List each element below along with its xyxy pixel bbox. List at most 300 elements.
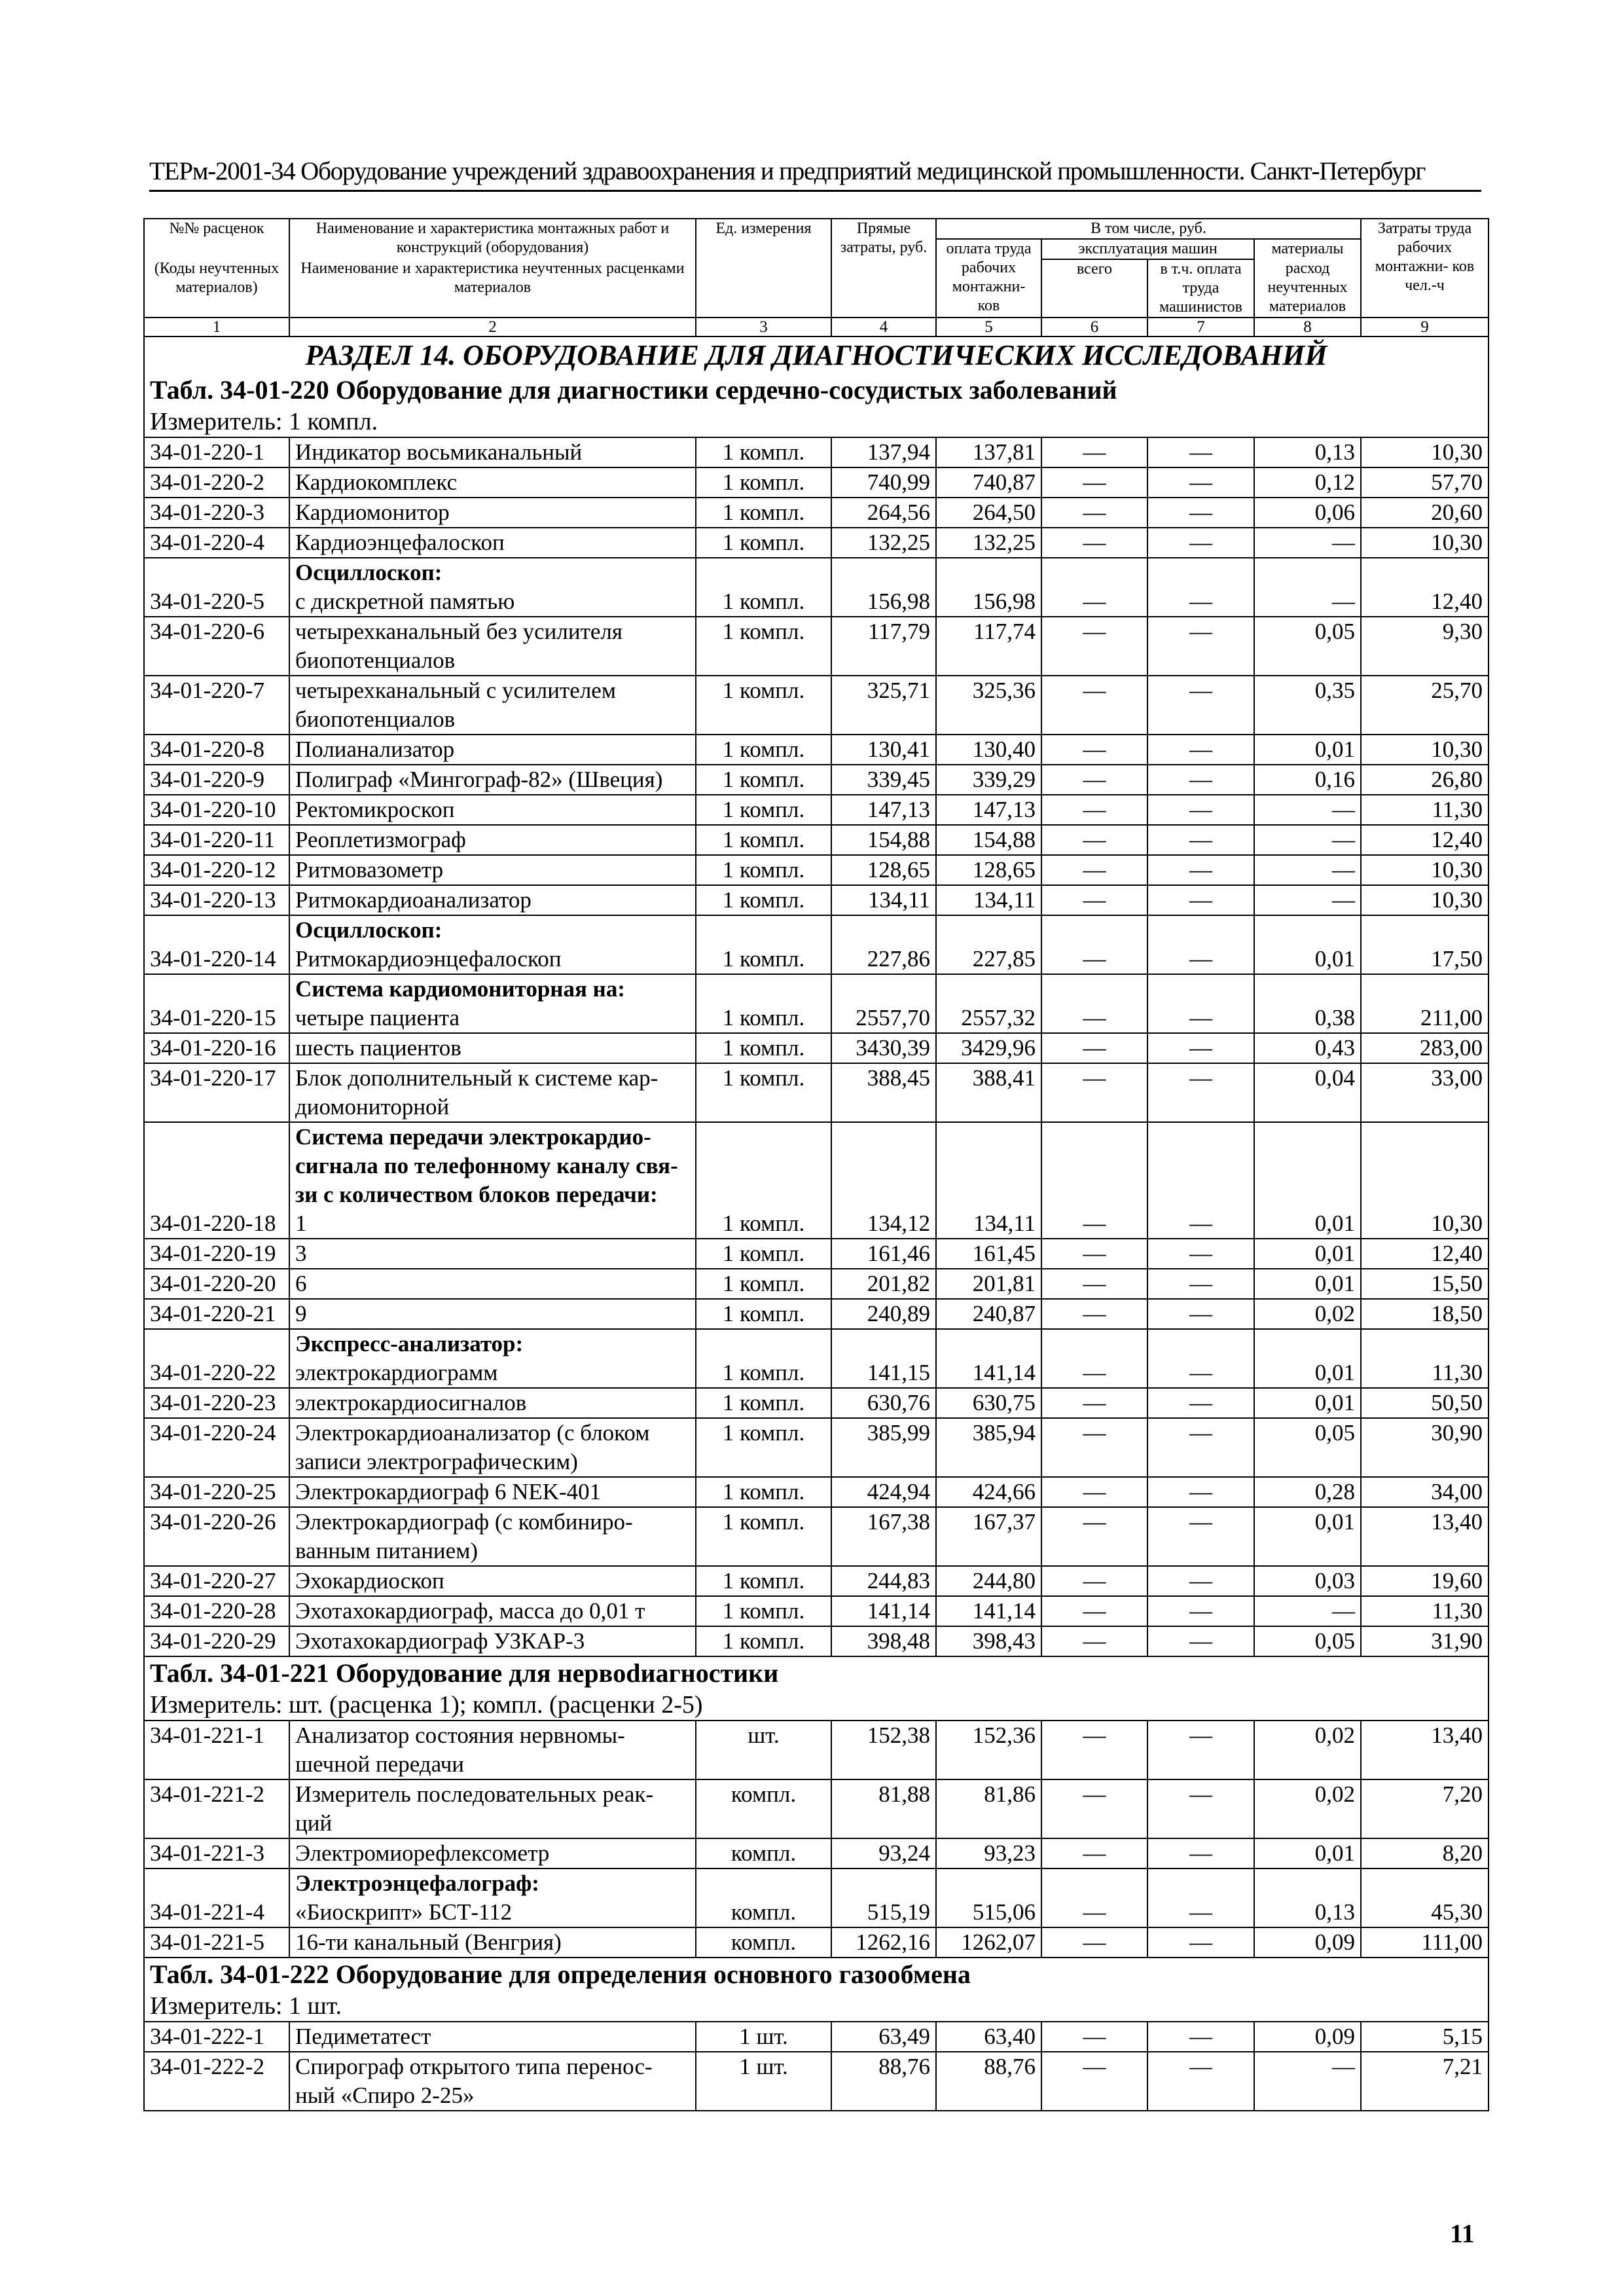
cell-wage: 2557,32 bbox=[936, 974, 1041, 1033]
cell-materials: 0,38 bbox=[1254, 974, 1361, 1033]
cell-code: 34-01-220-16 bbox=[144, 1033, 289, 1063]
cell-name: Измеритель последовательных реак-ций bbox=[289, 1779, 696, 1838]
cell-direct-cost: 325,71 bbox=[831, 676, 936, 735]
cell-machines-total: — bbox=[1041, 1477, 1147, 1507]
cell-materials: 0,01 bbox=[1254, 1269, 1361, 1299]
cell-wage: 130,40 bbox=[936, 735, 1041, 765]
table-row bbox=[144, 795, 1489, 825]
table-row bbox=[144, 1329, 1489, 1388]
cell-labor: 211,00 bbox=[1361, 974, 1489, 1033]
item-name: «Биоскрипт» БСТ-112 bbox=[295, 1899, 513, 1925]
cell-labor: 34,00 bbox=[1361, 1477, 1489, 1507]
cell-labor: 17,50 bbox=[1361, 915, 1489, 974]
table-title: Табл. 34-01-221 Оборудование для нервodиагностики bbox=[144, 1656, 1489, 1690]
cell-name: 6 bbox=[289, 1269, 696, 1299]
cell-unit: 1 компл. bbox=[696, 1063, 831, 1122]
cell-wage: 339,29 bbox=[936, 765, 1041, 795]
cell-name: Полиграф «Мингограф-82» (Швеция) bbox=[289, 765, 696, 795]
cell-materials: — bbox=[1254, 558, 1361, 617]
column-number: 8 bbox=[1254, 318, 1361, 337]
cell-machines-total: — bbox=[1041, 974, 1147, 1033]
cell-materials: 0,06 bbox=[1254, 498, 1361, 528]
cell-code: 34-01-220-11 bbox=[144, 825, 289, 855]
column-numbers-row bbox=[144, 318, 1489, 337]
cell-unit: 1 компл. bbox=[696, 676, 831, 735]
table-row bbox=[144, 676, 1489, 735]
column-number: 6 bbox=[1041, 318, 1147, 337]
cell-machines-wage: — bbox=[1147, 1122, 1254, 1239]
cell-labor: 7,21 bbox=[1361, 2052, 1489, 2111]
cell-name: шесть пациентов bbox=[289, 1033, 696, 1063]
cell-machines-wage: — bbox=[1147, 1477, 1254, 1507]
cell-direct-cost: 147,13 bbox=[831, 795, 936, 825]
cell-unit: 1 компл. bbox=[696, 795, 831, 825]
cell-machines-total: — bbox=[1041, 498, 1147, 528]
cell-machines-wage: — bbox=[1147, 1033, 1254, 1063]
cell-labor: 30,90 bbox=[1361, 1418, 1489, 1477]
cell-materials: 0,02 bbox=[1254, 1721, 1361, 1779]
cell-machines-total: — bbox=[1041, 1388, 1147, 1418]
cell-code: 34-01-220-17 bbox=[144, 1063, 289, 1122]
cell-direct-cost: 134,12 bbox=[831, 1122, 936, 1239]
cell-name: 16-ти канальный (Венгрия) bbox=[289, 1927, 696, 1958]
cell-wage: 93,23 bbox=[936, 1838, 1041, 1868]
cell-direct-cost: 117,79 bbox=[831, 617, 936, 676]
cell-machines-total: — bbox=[1041, 1779, 1147, 1838]
table-row bbox=[144, 1418, 1489, 1477]
cell-machines-total: — bbox=[1041, 1269, 1147, 1299]
cell-name: Анализатор состояния нервномы-шечной передачи bbox=[289, 1721, 696, 1779]
cell-unit: 1 компл. bbox=[696, 915, 831, 974]
cell-direct-cost: 81,88 bbox=[831, 1779, 936, 1838]
cell-wage: 385,94 bbox=[936, 1418, 1041, 1477]
cell-unit: 1 компл. bbox=[696, 1507, 831, 1566]
cell-materials: — bbox=[1254, 1596, 1361, 1626]
cell-code: 34-01-220-20 bbox=[144, 1269, 289, 1299]
cell-direct-cost: 88,76 bbox=[831, 2052, 936, 2111]
cell-code: 34-01-220-21 bbox=[144, 1299, 289, 1329]
cell-labor: 19,60 bbox=[1361, 1566, 1489, 1596]
cell-unit: 1 компл. bbox=[696, 825, 831, 855]
cell-unit: компл. bbox=[696, 1927, 831, 1958]
cell-unit: 1 шт. bbox=[696, 2022, 831, 2052]
cell-code: 34-01-220-7 bbox=[144, 676, 289, 735]
table-row bbox=[144, 735, 1489, 765]
cell-direct-cost: 3430,39 bbox=[831, 1033, 936, 1063]
cell-unit: 1 компл. bbox=[696, 617, 831, 676]
cell-machines-wage: — bbox=[1147, 1596, 1254, 1626]
cell-machines-total: — bbox=[1041, 825, 1147, 855]
cell-direct-cost: 63,49 bbox=[831, 2022, 936, 2052]
cell-code: 34-01-220-8 bbox=[144, 735, 289, 765]
table-row bbox=[144, 1122, 1489, 1239]
table-row bbox=[144, 2052, 1489, 2111]
cell-machines-total: — bbox=[1041, 765, 1147, 795]
cell-labor: 5,15 bbox=[1361, 2022, 1489, 2052]
table-title: Табл. 34-01-220 Оборудование для диагностики сердечно-сосудистых заболеваний bbox=[144, 374, 1489, 407]
table-row bbox=[144, 1779, 1489, 1838]
cell-materials: 0,03 bbox=[1254, 1566, 1361, 1596]
cell-direct-cost: 227,86 bbox=[831, 915, 936, 974]
table-row bbox=[144, 1269, 1489, 1299]
cell-direct-cost: 515,19 bbox=[831, 1868, 936, 1927]
cell-machines-wage: — bbox=[1147, 2022, 1254, 2052]
table-row bbox=[144, 885, 1489, 915]
cell-materials: 0,01 bbox=[1254, 735, 1361, 765]
cell-labor: 18,50 bbox=[1361, 1299, 1489, 1329]
table-row bbox=[144, 558, 1489, 617]
cell-machines-wage: — bbox=[1147, 528, 1254, 558]
cell-machines-total: — bbox=[1041, 915, 1147, 974]
cell-code: 34-01-220-14 bbox=[144, 915, 289, 974]
table-row bbox=[144, 1388, 1489, 1418]
cell-labor: 57,70 bbox=[1361, 467, 1489, 498]
table-meter: Измеритель: 1 компл. bbox=[144, 407, 1489, 437]
cell-direct-cost: 201,82 bbox=[831, 1269, 936, 1299]
cell-materials: 0,02 bbox=[1254, 1299, 1361, 1329]
cell-labor: 9,30 bbox=[1361, 617, 1489, 676]
table-row bbox=[144, 1838, 1489, 1868]
table-row bbox=[144, 437, 1489, 467]
cell-machines-wage: — bbox=[1147, 498, 1254, 528]
group-heading: Система передачи электрокардио-сигнала по телефонному каналу свя-зи с количеством блоков передачи: bbox=[295, 1124, 678, 1207]
cell-direct-cost: 161,46 bbox=[831, 1239, 936, 1269]
table-row bbox=[144, 765, 1489, 795]
cell-wage: 515,06 bbox=[936, 1868, 1041, 1927]
cell-code: 34-01-220-12 bbox=[144, 855, 289, 885]
cell-labor: 10,30 bbox=[1361, 528, 1489, 558]
cell-labor: 26,80 bbox=[1361, 765, 1489, 795]
cell-direct-cost: 130,41 bbox=[831, 735, 936, 765]
cell-wage: 81,86 bbox=[936, 1779, 1041, 1838]
cell-materials: 0,16 bbox=[1254, 765, 1361, 795]
cell-direct-cost: 424,94 bbox=[831, 1477, 936, 1507]
cell-wage: 134,11 bbox=[936, 1122, 1041, 1239]
cell-name: четырехканальный без усилителя биопотенциалов bbox=[289, 617, 696, 676]
cell-machines-wage: — bbox=[1147, 1626, 1254, 1656]
cell-machines-total: — bbox=[1041, 1418, 1147, 1477]
cell-wage: 88,76 bbox=[936, 2052, 1041, 2111]
cell-direct-cost: 141,15 bbox=[831, 1329, 936, 1388]
cell-direct-cost: 141,14 bbox=[831, 1596, 936, 1626]
cell-labor: 7,20 bbox=[1361, 1779, 1489, 1838]
cell-code: 34-01-220-9 bbox=[144, 765, 289, 795]
cell-code: 34-01-220-19 bbox=[144, 1239, 289, 1269]
cell-direct-cost: 740,99 bbox=[831, 467, 936, 498]
cell-machines-wage: — bbox=[1147, 437, 1254, 467]
cell-code: 34-01-220-1 bbox=[144, 437, 289, 467]
cell-code: 34-01-221-3 bbox=[144, 1838, 289, 1868]
cell-materials: 0,09 bbox=[1254, 2022, 1361, 2052]
cell-name: Электрокардиограф (с комбиниро-ванным питанием) bbox=[289, 1507, 696, 1566]
cell-labor: 11,30 bbox=[1361, 1329, 1489, 1388]
cell-labor: 10,30 bbox=[1361, 1122, 1489, 1239]
cell-unit: 1 компл. bbox=[696, 1299, 831, 1329]
cell-code: 34-01-220-26 bbox=[144, 1507, 289, 1566]
cell-direct-cost: 134,11 bbox=[831, 885, 936, 915]
cell-machines-wage: — bbox=[1147, 1239, 1254, 1269]
cell-name: Реоплетизмограф bbox=[289, 825, 696, 855]
cell-materials: — bbox=[1254, 885, 1361, 915]
item-name: электрокардиограмм bbox=[295, 1360, 498, 1385]
table-title: Табл. 34-01-222 Оборудование для определения основного газообмена bbox=[144, 1958, 1489, 1991]
table-row bbox=[144, 2022, 1489, 2052]
cell-labor: 45,30 bbox=[1361, 1868, 1489, 1927]
table-row bbox=[144, 825, 1489, 855]
table-body bbox=[144, 337, 1489, 2111]
cell-direct-cost: 264,56 bbox=[831, 498, 936, 528]
cell-direct-cost: 137,94 bbox=[831, 437, 936, 467]
cell-labor: 11,30 bbox=[1361, 795, 1489, 825]
cell-wage: 167,37 bbox=[936, 1507, 1041, 1566]
cell-code: 34-01-221-2 bbox=[144, 1779, 289, 1838]
table-row bbox=[144, 1507, 1489, 1566]
cell-wage: 227,85 bbox=[936, 915, 1041, 974]
cell-unit: 1 компл. bbox=[696, 974, 831, 1033]
cell-materials: 0,13 bbox=[1254, 1868, 1361, 1927]
cell-unit: 1 компл. bbox=[696, 1477, 831, 1507]
cell-wage: 398,43 bbox=[936, 1626, 1041, 1656]
cell-labor: 10,30 bbox=[1361, 855, 1489, 885]
table-row bbox=[144, 1033, 1489, 1063]
group-heading: Осциллоскоп: bbox=[295, 917, 442, 943]
cell-wage: 201,81 bbox=[936, 1269, 1041, 1299]
cell-machines-total: — bbox=[1041, 437, 1147, 467]
table-row bbox=[144, 467, 1489, 498]
cell-name: Индикатор восьмиканальный bbox=[289, 437, 696, 467]
cell-machines-wage: — bbox=[1147, 1927, 1254, 1958]
cell-machines-total: — bbox=[1041, 1927, 1147, 1958]
cell-labor: 12,40 bbox=[1361, 825, 1489, 855]
cell-labor: 10,30 bbox=[1361, 735, 1489, 765]
cell-unit: 1 компл. bbox=[696, 1418, 831, 1477]
cell-code: 34-01-222-2 bbox=[144, 2052, 289, 2111]
cell-machines-total: — bbox=[1041, 1721, 1147, 1779]
cell-labor: 31,90 bbox=[1361, 1626, 1489, 1656]
cell-machines-total: — bbox=[1041, 528, 1147, 558]
cell-machines-total: — bbox=[1041, 1566, 1147, 1596]
cell-unit: 1 компл. bbox=[696, 1596, 831, 1626]
cell-direct-cost: 240,89 bbox=[831, 1299, 936, 1329]
cell-materials: 0,35 bbox=[1254, 676, 1361, 735]
cell-code: 34-01-220-6 bbox=[144, 617, 289, 676]
cell-wage: 240,87 bbox=[936, 1299, 1041, 1329]
cell-machines-total: — bbox=[1041, 1626, 1147, 1656]
cell-unit: 1 компл. bbox=[696, 1033, 831, 1063]
cell-name: четырехканальный с усилителем биопотенциалов bbox=[289, 676, 696, 735]
cell-name bbox=[289, 1868, 696, 1927]
header-code: №№ расценок bbox=[144, 219, 289, 259]
cell-labor: 20,60 bbox=[1361, 498, 1489, 528]
header-including: В том числе, руб. bbox=[936, 219, 1361, 239]
cell-machines-total: — bbox=[1041, 1838, 1147, 1868]
table-row bbox=[144, 1063, 1489, 1122]
cell-code: 34-01-221-1 bbox=[144, 1721, 289, 1779]
cell-labor: 13,40 bbox=[1361, 1507, 1489, 1566]
cell-machines-wage: — bbox=[1147, 974, 1254, 1033]
cell-materials: 0,12 bbox=[1254, 467, 1361, 498]
cell-unit: 1 компл. bbox=[696, 1566, 831, 1596]
table-meter: Измеритель: 1 шт. bbox=[144, 1991, 1489, 2022]
cell-name: Эхокардиоскоп bbox=[289, 1566, 696, 1596]
cell-labor: 10,30 bbox=[1361, 437, 1489, 467]
item-name: 1 bbox=[295, 1211, 307, 1236]
cell-direct-cost: 2557,70 bbox=[831, 974, 936, 1033]
cell-materials: — bbox=[1254, 795, 1361, 825]
cell-direct-cost: 339,45 bbox=[831, 765, 936, 795]
cell-wage: 244,80 bbox=[936, 1566, 1041, 1596]
column-number: 4 bbox=[831, 318, 936, 337]
group-heading: Экспресс-анализатор: bbox=[295, 1331, 524, 1357]
cell-unit: 1 компл. bbox=[696, 528, 831, 558]
cell-code: 34-01-220-27 bbox=[144, 1566, 289, 1596]
cell-name: Эхотахокардиограф, масса до 0,01 т bbox=[289, 1596, 696, 1626]
cell-name: Эхотахокардиограф УЗКАР-3 bbox=[289, 1626, 696, 1656]
cell-machines-total: — bbox=[1041, 2052, 1147, 2111]
cell-machines-wage: — bbox=[1147, 885, 1254, 915]
cell-code: 34-01-220-23 bbox=[144, 1388, 289, 1418]
cell-machines-total: — bbox=[1041, 467, 1147, 498]
item-name: с дискретной памятью bbox=[295, 589, 515, 614]
cell-materials: 0,01 bbox=[1254, 1388, 1361, 1418]
cell-machines-total: — bbox=[1041, 1868, 1147, 1927]
cell-machines-wage: — bbox=[1147, 1269, 1254, 1299]
cell-labor: 283,00 bbox=[1361, 1033, 1489, 1063]
cell-labor: 13,40 bbox=[1361, 1721, 1489, 1779]
cell-unit: 1 компл. bbox=[696, 1239, 831, 1269]
table-row bbox=[144, 1868, 1489, 1927]
cell-code: 34-01-221-5 bbox=[144, 1927, 289, 1958]
cell-machines-wage: — bbox=[1147, 795, 1254, 825]
cell-labor: 12,40 bbox=[1361, 558, 1489, 617]
cell-wage: 325,36 bbox=[936, 676, 1041, 735]
cell-machines-wage: — bbox=[1147, 467, 1254, 498]
cell-name: Блок дополнительный к системе кар-диомониторной bbox=[289, 1063, 696, 1122]
cell-materials: 0,01 bbox=[1254, 915, 1361, 974]
cell-unit: 1 компл. bbox=[696, 1626, 831, 1656]
cell-labor: 11,30 bbox=[1361, 1596, 1489, 1626]
cell-machines-wage: — bbox=[1147, 735, 1254, 765]
column-number: 3 bbox=[696, 318, 831, 337]
cell-machines-total: — bbox=[1041, 617, 1147, 676]
cell-code: 34-01-220-4 bbox=[144, 528, 289, 558]
cell-machines-total: — bbox=[1041, 1122, 1147, 1239]
cell-materials: 0,01 bbox=[1254, 1329, 1361, 1388]
cell-direct-cost: 398,48 bbox=[831, 1626, 936, 1656]
cell-wage: 3429,96 bbox=[936, 1033, 1041, 1063]
page-number: 11 bbox=[1450, 2219, 1475, 2248]
cell-wage: 161,45 bbox=[936, 1239, 1041, 1269]
cell-direct-cost: 93,24 bbox=[831, 1838, 936, 1868]
cell-materials: 0,43 bbox=[1254, 1033, 1361, 1063]
cell-machines-total: — bbox=[1041, 1596, 1147, 1626]
table-meter: Измеритель: шт. (расценка 1); компл. (расценки 2-5) bbox=[144, 1690, 1489, 1721]
cell-materials: 0,01 bbox=[1254, 1239, 1361, 1269]
cell-code: 34-01-220-10 bbox=[144, 795, 289, 825]
cell-machines-total: — bbox=[1041, 795, 1147, 825]
cell-machines-wage: — bbox=[1147, 558, 1254, 617]
header-direct: Прямые затраты, руб. bbox=[831, 219, 936, 318]
cell-name: Кардиокомплекс bbox=[289, 467, 696, 498]
cell-wage: 1262,07 bbox=[936, 1927, 1041, 1958]
cell-machines-total: — bbox=[1041, 1329, 1147, 1388]
cell-code: 34-01-220-25 bbox=[144, 1477, 289, 1507]
cell-wage: 128,65 bbox=[936, 855, 1041, 885]
cell-direct-cost: 167,38 bbox=[831, 1507, 936, 1566]
table-row bbox=[144, 1927, 1489, 1958]
cell-materials: 0,05 bbox=[1254, 1626, 1361, 1656]
cell-machines-wage: — bbox=[1147, 1063, 1254, 1122]
cell-machines-wage: — bbox=[1147, 1388, 1254, 1418]
cell-machines-wage: — bbox=[1147, 1721, 1254, 1779]
cell-wage: 388,41 bbox=[936, 1063, 1041, 1122]
table-row bbox=[144, 1566, 1489, 1596]
cell-unit: 1 шт. bbox=[696, 2052, 831, 2111]
cell-direct-cost: 1262,16 bbox=[831, 1927, 936, 1958]
cell-unit: 1 компл. bbox=[696, 885, 831, 915]
table-row bbox=[144, 1477, 1489, 1507]
header-machines-wage: в т.ч. оплата труда машинистов bbox=[1147, 259, 1254, 318]
column-number: 1 bbox=[144, 318, 289, 337]
cell-direct-cost: 385,99 bbox=[831, 1418, 936, 1477]
cell-machines-wage: — bbox=[1147, 1838, 1254, 1868]
cell-name bbox=[289, 915, 696, 974]
cell-machines-wage: — bbox=[1147, 2052, 1254, 2111]
cell-name: Ритмокардиоанализатор bbox=[289, 885, 696, 915]
group-heading: Система кардиомониторная на: bbox=[295, 976, 625, 1002]
cell-machines-wage: — bbox=[1147, 1507, 1254, 1566]
cell-wage: 137,81 bbox=[936, 437, 1041, 467]
table-row bbox=[144, 1299, 1489, 1329]
cell-name: Спирограф открытого типа перенос-ный «Спиро 2-25» bbox=[289, 2052, 696, 2111]
cell-machines-wage: — bbox=[1147, 915, 1254, 974]
cell-direct-cost: 388,45 bbox=[831, 1063, 936, 1122]
cell-direct-cost: 152,38 bbox=[831, 1721, 936, 1779]
cell-name: Электрокардиограф 6 NEK-401 bbox=[289, 1477, 696, 1507]
cell-machines-wage: — bbox=[1147, 1329, 1254, 1388]
cell-unit: компл. bbox=[696, 1779, 831, 1838]
cell-wage: 141,14 bbox=[936, 1329, 1041, 1388]
table-row bbox=[144, 1239, 1489, 1269]
cell-materials: 0,09 bbox=[1254, 1927, 1361, 1958]
cell-labor: 10,30 bbox=[1361, 885, 1489, 915]
cell-machines-total: — bbox=[1041, 885, 1147, 915]
header-machines-total: всего bbox=[1041, 259, 1147, 318]
cell-wage: 740,87 bbox=[936, 467, 1041, 498]
cell-materials: — bbox=[1254, 2052, 1361, 2111]
cell-labor: 50,50 bbox=[1361, 1388, 1489, 1418]
table-row bbox=[144, 1626, 1489, 1656]
header-machines: эксплуатация машин bbox=[1041, 239, 1254, 259]
header-code-note: (Коды неучтенных материалов) bbox=[144, 259, 289, 318]
cell-labor: 25,70 bbox=[1361, 676, 1489, 735]
cell-unit: 1 компл. bbox=[696, 437, 831, 467]
cell-code: 34-01-220-2 bbox=[144, 467, 289, 498]
cell-machines-total: — bbox=[1041, 1063, 1147, 1122]
cell-name: Педиметатест bbox=[289, 2022, 696, 2052]
cell-machines-total: — bbox=[1041, 558, 1147, 617]
rates-table bbox=[143, 218, 1489, 2111]
cell-direct-cost: 154,88 bbox=[831, 825, 936, 855]
group-heading: Осциллоскоп: bbox=[295, 560, 442, 585]
cell-name bbox=[289, 974, 696, 1033]
header-wage: оплата труда рабочих монтажни- ков bbox=[936, 239, 1041, 318]
cell-machines-total: — bbox=[1041, 2022, 1147, 2052]
cell-unit: 1 компл. bbox=[696, 735, 831, 765]
cell-wage: 132,25 bbox=[936, 528, 1041, 558]
cell-code: 34-01-222-1 bbox=[144, 2022, 289, 2052]
cell-direct-cost: 156,98 bbox=[831, 558, 936, 617]
